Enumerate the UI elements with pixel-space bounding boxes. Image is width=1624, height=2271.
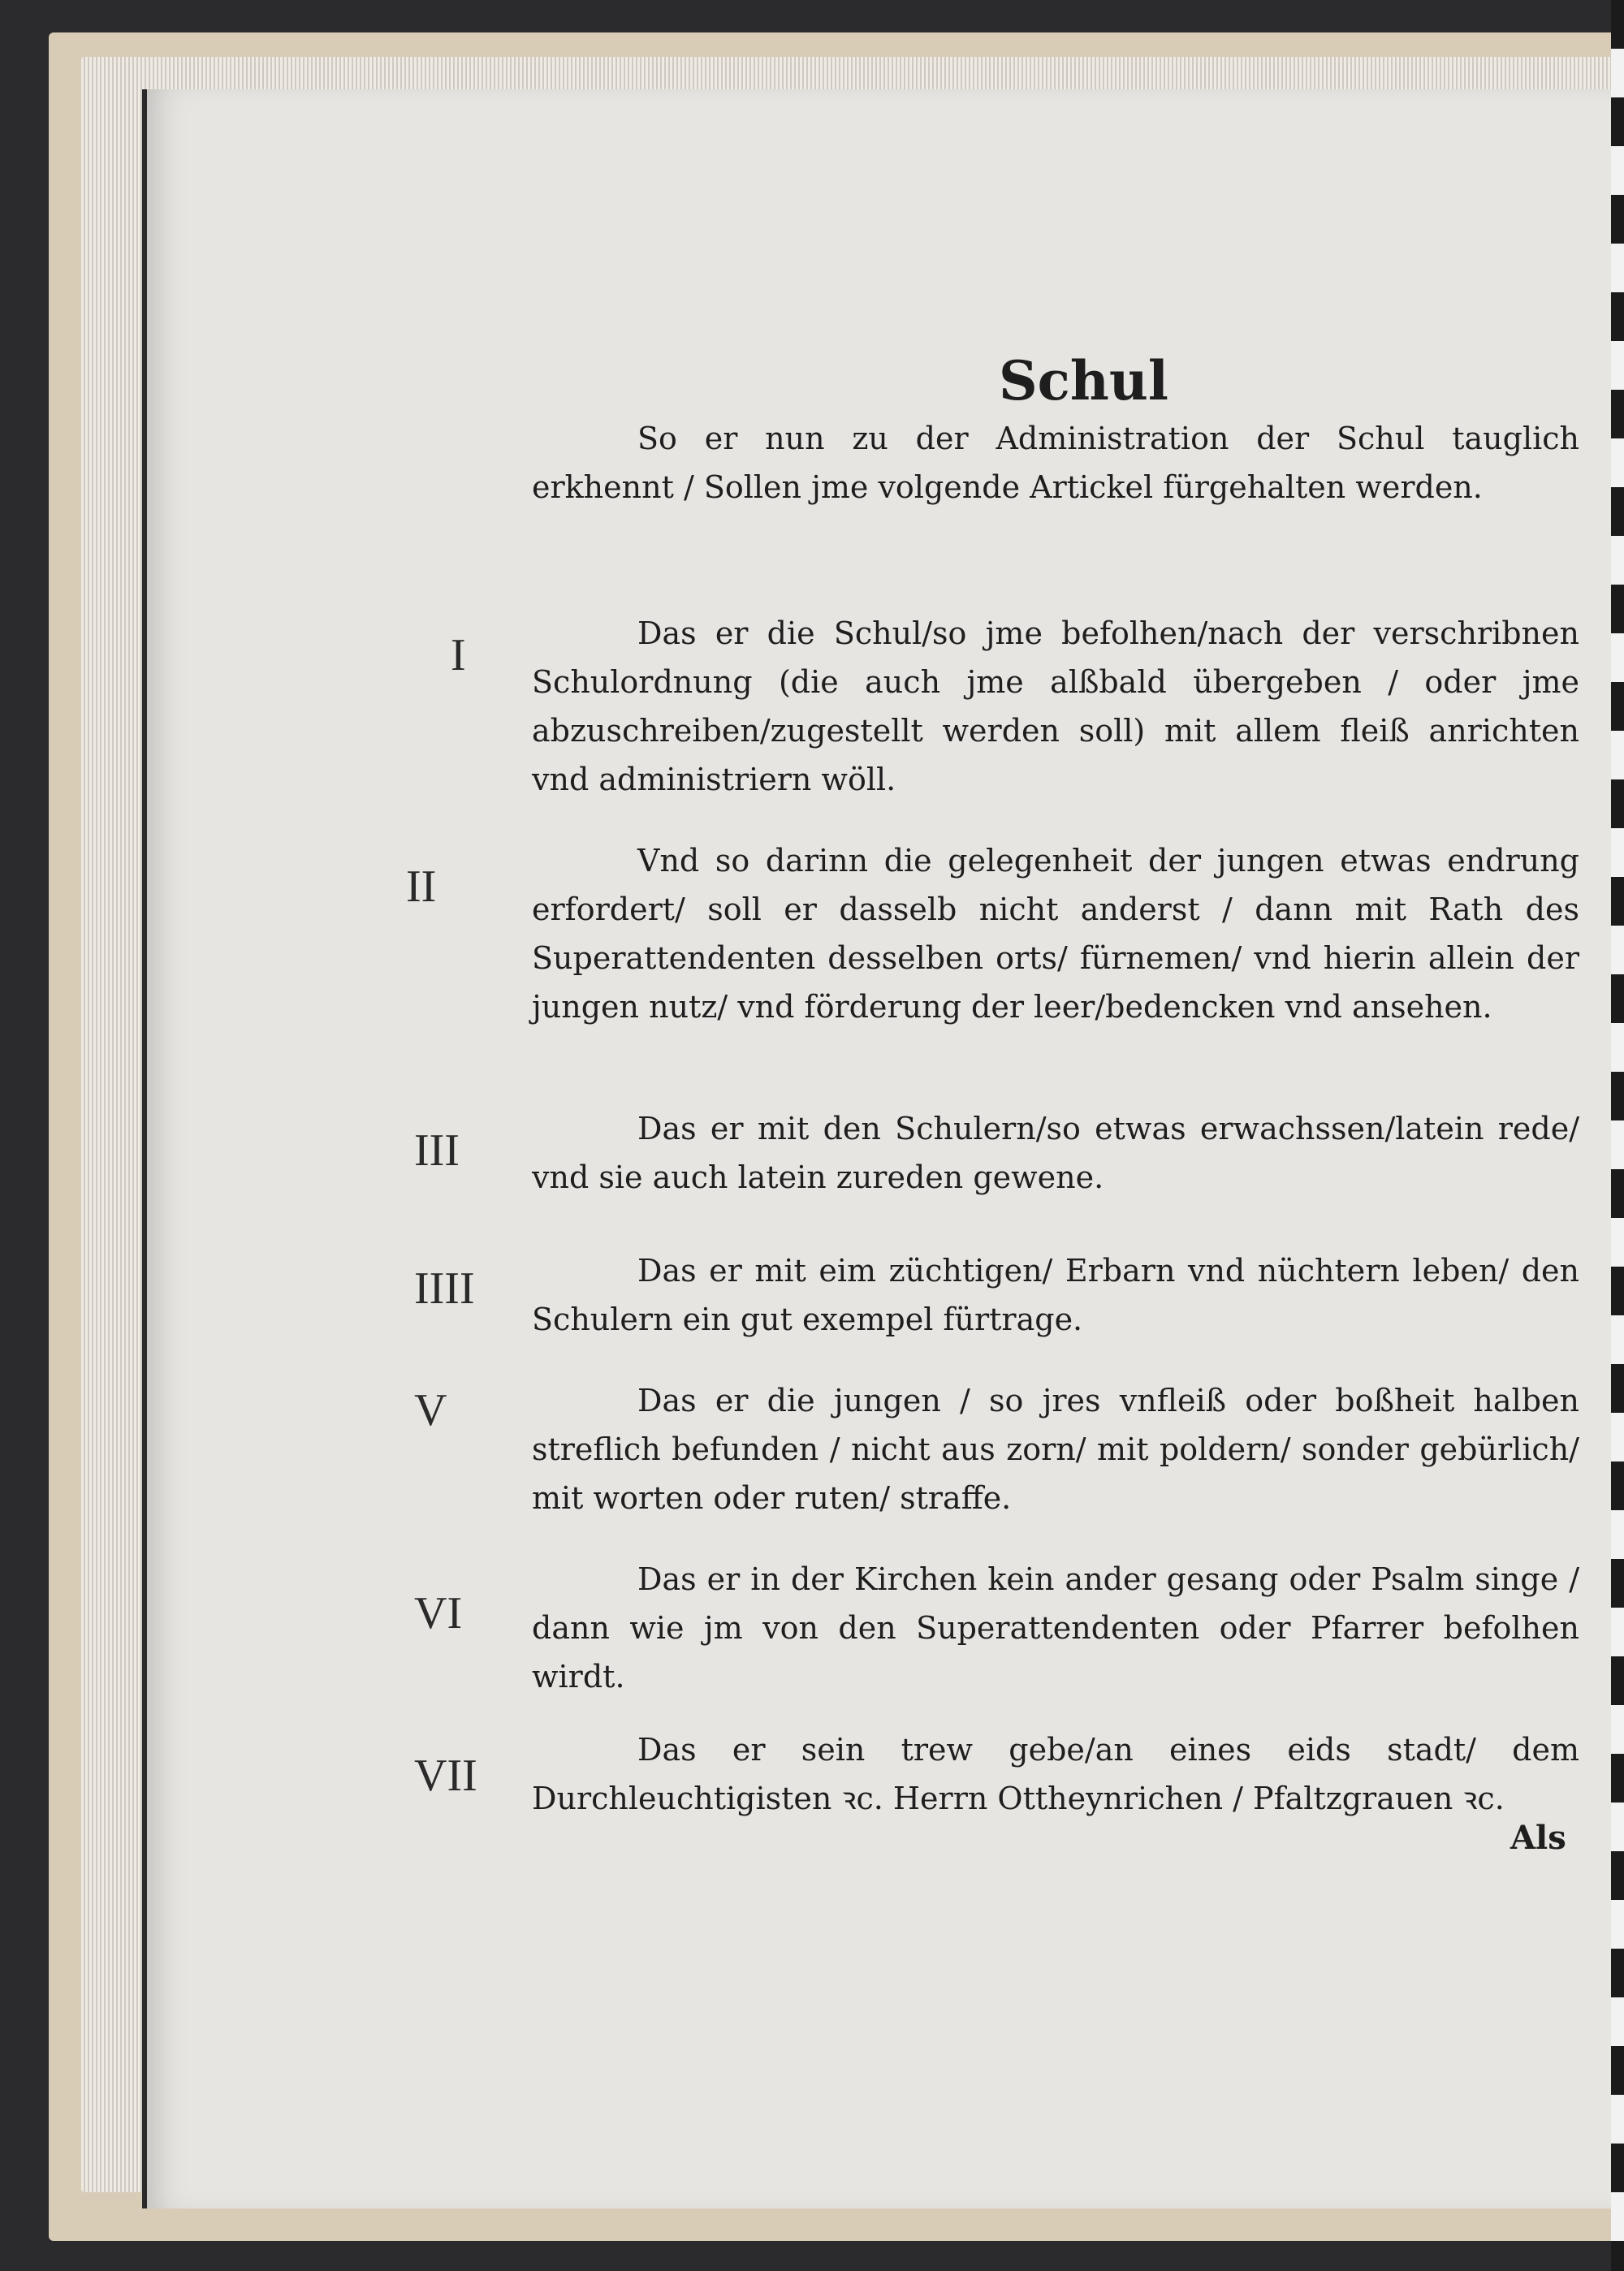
catchword: Als	[1510, 1819, 1566, 1857]
article-text-6: Das er in der Kirchen kein ander gesang oder Psalm singe / dann wie jm von den Superattendenten oder Pfarrer befolhen wirdt.	[532, 1561, 1579, 1695]
running-header: Schul	[999, 349, 1168, 412]
intro-paragraph: So er nun zu der Administration der Schul tauglich erkhennt / Sollen jme volgende Artickel fürgehalten werden.	[532, 421, 1579, 505]
article-text-2: Vnd so darinn die gelegenheit der jungen etwas endrung erfordert/ soll er dasselb nicht anderst / dann mit Rath des Superattendenten desselben orts/ fürnemen/ vnd hierin allein der jungen nutz/ vnd förderung der leer/bedencken vnd ansehen.	[532, 843, 1579, 1025]
article-number-1: I	[451, 630, 466, 680]
article-number-7: VII	[414, 1751, 477, 1801]
article-text-1: Das er die Schul/so jme befolhen/nach der verschribnen Schulordnung (die auch jme alßbald übergeben / oder jme abzuschreiben/zugestellt werden soll) mit allem fleiß anrichten vnd administriern wöll.	[532, 615, 1579, 797]
article-number-6: VI	[414, 1588, 463, 1638]
article-number-5: V	[414, 1385, 447, 1436]
article-text-4: Das er mit eim züchtigen/ Erbarn vnd nüchtern leben/ den Schulern ein gut exempel fürtrage.	[532, 1253, 1579, 1337]
article-text-7: Das er sein trew gebe/an eines eids stadt/ dem Durchleuchtigisten ꝛc. Herrn Ottheynrichen / Pfaltzgrauen ꝛc.	[532, 1732, 1579, 1816]
article-number-2: II	[406, 861, 437, 912]
article-text-3: Das er mit den Schulern/so etwas erwachssen/latein rede/ vnd sie auch latein zureden gewene.	[532, 1111, 1579, 1195]
scan-ruler	[1611, 0, 1624, 2271]
article-number-4: IIII	[414, 1263, 475, 1314]
article-text-5: Das er die jungen / so jres vnfleiß oder boßheit halben streflich befunden / nicht aus zorn/ mit poldern/ sonder gebürlich/ mit worten oder ruten/ straffe.	[532, 1383, 1579, 1516]
article-number-3: III	[414, 1125, 460, 1176]
